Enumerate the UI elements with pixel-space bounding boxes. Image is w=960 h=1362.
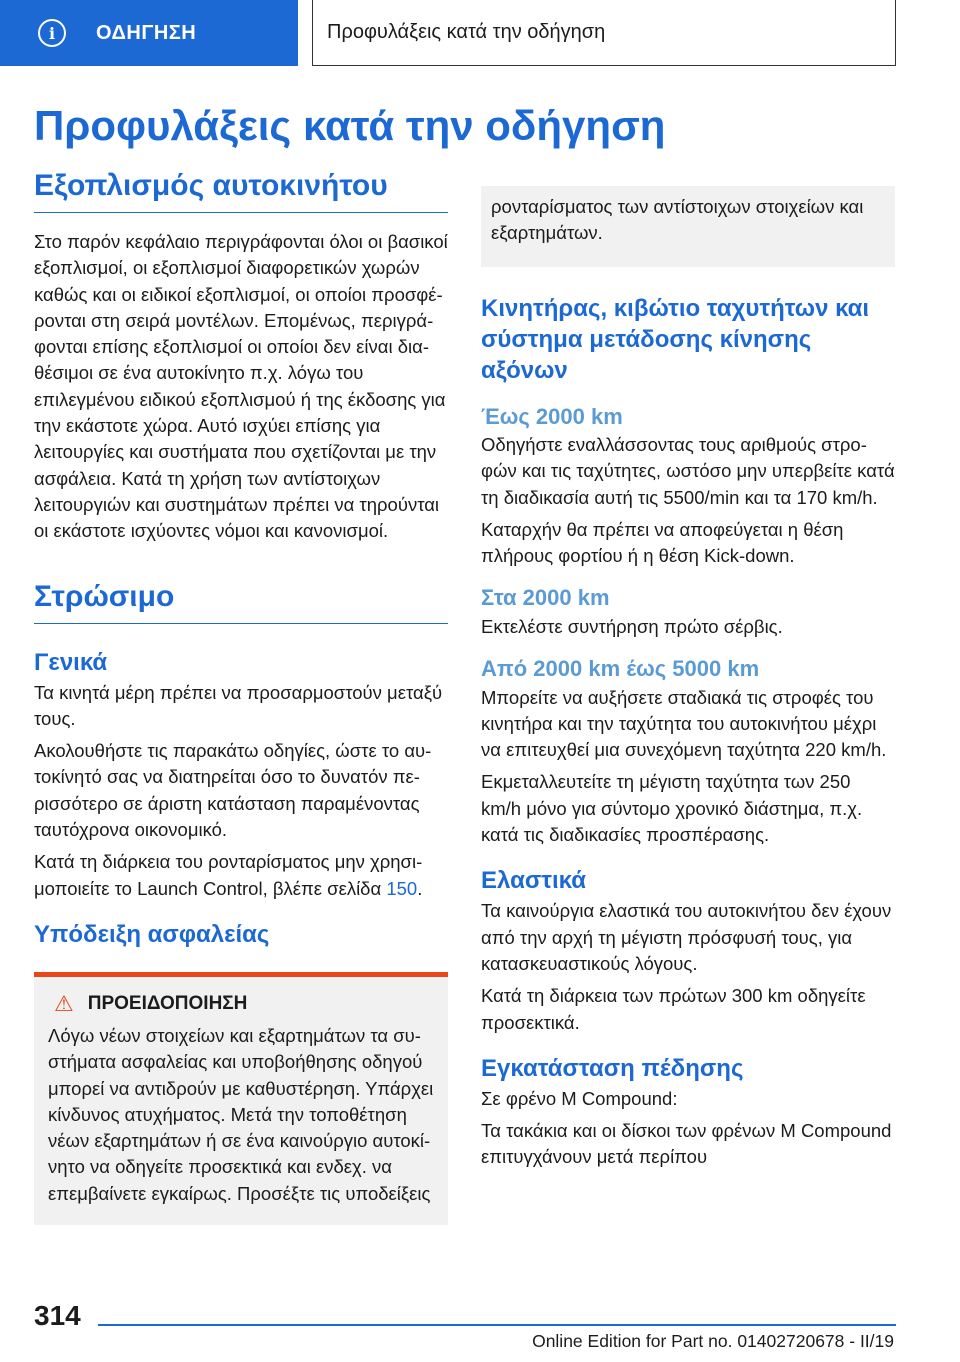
edition-label: Online Edition for Part no. 01402720678 - II/19 [532, 1331, 894, 1351]
upto-2000-paragraph-1: Οδηγήστε εναλλάσσοντας τους αριθμούς στροφών και τις ταχύτητες, ωστόσο μην υπερβείτε κατά τη διαδικασία αυτή τις 5500/min και τα 170 km/h. [481, 433, 895, 508]
right-column [481, 186, 895, 1171]
page-number: 314 [34, 1300, 81, 1331]
tyres-paragraph-1: Τα καινούργια ελαστικά του αυτοκινήτου δεν έχουν από την αρχή τη μέγιστη πρόσφυσή τους, για κατασκευαστικούς λόγους. [481, 900, 892, 974]
general-heading: Γενικά [34, 648, 108, 676]
warning-triangle-icon: ⚠ [54, 990, 74, 1016]
warning-text: Λόγω νέων στοιχείων και εξαρτημάτων τα συστήματα ασφαλείας και υποβοήθησης οδηγού μπορεί να αντιδρούν με καθυστέρηση. Υπάρχει κίνδυνος ατυχήματος. Μετά την τοποθέτηση νέων εξαρτημάτων ή σε ένα καινούργιο αυτοκίνητο να οδηγείτε προσεκτικά και ενδεχ. να επεμβαίνετε εγκαίρως. Προσέξτε τις υποδείξεις [48, 1024, 434, 1204]
warning-header [48, 991, 434, 1017]
warning-title: ΠΡΟΕΙΔΟΠΟΙΗΣΗ [87, 992, 248, 1014]
breadcrumb[interactable] [312, 0, 896, 66]
equipment-heading-block [34, 168, 448, 213]
equipment-heading: Εξοπλισμός αυτοκινήτου [34, 169, 388, 202]
from-2000-paragraph-2: Εκμεταλλευτείτε τη μέγιστη ταχύτητα των 250 km/h μόνο για σύντομο χρονικό διάστημα, π.χ. κατά τις διαδικασίες προσπέρασης. [481, 771, 863, 846]
page-title: Προφυλάξεις κατά την οδήγηση [34, 102, 666, 149]
general-paragraph-2: Ακολουθήστε τις παρακάτω οδηγίες, ώστε το αυτοκίνητό σας να διατηρείται όσο το δυνατόν περισσότερο σε άριστη κατάσταση παραμένοντας ταυτόχρονα οικονομικό. [34, 740, 432, 841]
brake-paragraph-1: Σε φρένο M Compound: [481, 1087, 678, 1109]
general-paragraph-3-text: Κατά τη διάρκεια του ρονταρίσματος μην χρησιμοποιείτε το Launch Control, βλέπε σελίδα [34, 851, 423, 899]
warning-box-continued [481, 186, 895, 267]
brake-paragraph-2: Τα τακάκια και οι δίσκοι των φρένων M Compound επιτυγχάνουν μετά περίπου [481, 1120, 892, 1168]
at-2000-heading: Στα 2000 km [481, 585, 610, 611]
tyres-heading: Ελαστικά [481, 867, 586, 895]
from-2000-paragraph-1: Μπορείτε να αυξήσετε σταδιακά τις στροφές του κινητήρα και την ταχύτητα του αυτοκινήτου μέχρι να επιτευχθεί μια συνεχόμενη ταχύτητα 220 km/h. [481, 686, 887, 761]
tyres-paragraph-2: Κατά τη διάρκεια των πρώτων 300 km οδηγείτε προσεκτικά. [481, 985, 866, 1033]
engine-heading: Κινητήρας, κιβώτιο ταχυτήτων και σύστημα μετάδοσης κίνησης αξόνων [481, 294, 870, 384]
warning-continued-text: ρονταρίσματος των αντίστοιχων στοιχείων και εξαρτημάτων. [491, 196, 864, 244]
general-paragraph-3-end: . [417, 877, 423, 899]
section-tab-driving[interactable] [0, 0, 298, 66]
info-icon: i [38, 19, 66, 47]
upto-2000-paragraph-2: Καταρχήν θα πρέπει να αποφεύγεται η θέση πλήρους φορτίου ή η θέση Kick-down. [481, 518, 844, 567]
general-paragraph-3 [34, 849, 448, 902]
safety-heading: Υπόδειξη ασφαλείας [34, 920, 270, 948]
breakin-heading: Στρώσιμο [34, 579, 175, 613]
breadcrumb-label: Προφυλάξεις κατά την οδήγηση [327, 21, 606, 43]
at-2000-paragraph: Εκτελέστε συντήρηση πρώτο σέρβις. [481, 615, 783, 637]
section-tab-label: ΟΔΗΓΗΣΗ [96, 21, 197, 44]
from-2000-heading: Από 2000 km έως 5000 km [481, 656, 760, 682]
brake-heading: Εγκατάσταση πέδησης [481, 1054, 744, 1082]
warning-box [34, 972, 448, 1225]
upto-2000-heading: Έως 2000 km [481, 403, 623, 429]
general-paragraph-1: Τα κινητά μέρη πρέπει να προσαρμοστούν μεταξύ τους. [34, 681, 443, 729]
page-150-link[interactable]: 150 [386, 877, 418, 899]
left-column [34, 168, 448, 1225]
header-bar [0, 0, 960, 66]
breakin-heading-block [34, 579, 448, 624]
footer-divider [98, 1324, 896, 1326]
equipment-text: Στο παρόν κεφάλαιο περιγράφονται όλοι οι βασικοί εξοπλισμοί, οι εξοπλισμοί διαφορετικών χωρών καθώς και οι ειδικοί εξοπλισμοί, οι οποίοι προσφέρονται στη σειρά μοντέλων. Επομένως, περιγράφονται επίσης εξοπλισμοί οι οποίοι δεν είναι διαθέσιμοι σε ένα αυτοκίνητο π.χ. λόγω του επιλεγμένου ειδικού εξοπλισμού ή της έκδοσης για την εκάστοτε χώρα. Αυτό ισχύει επίσης για λειτουργίες και συστήματα που σχετίζονται με την ασφάλεια. Κατά τη χρήση των αντίστοιχων λειτουργιών και συστημάτων πρέπει να τηρούνται οι εκάστοτε ισχύοντες νόμοι και κανονισμοί. [34, 231, 448, 542]
